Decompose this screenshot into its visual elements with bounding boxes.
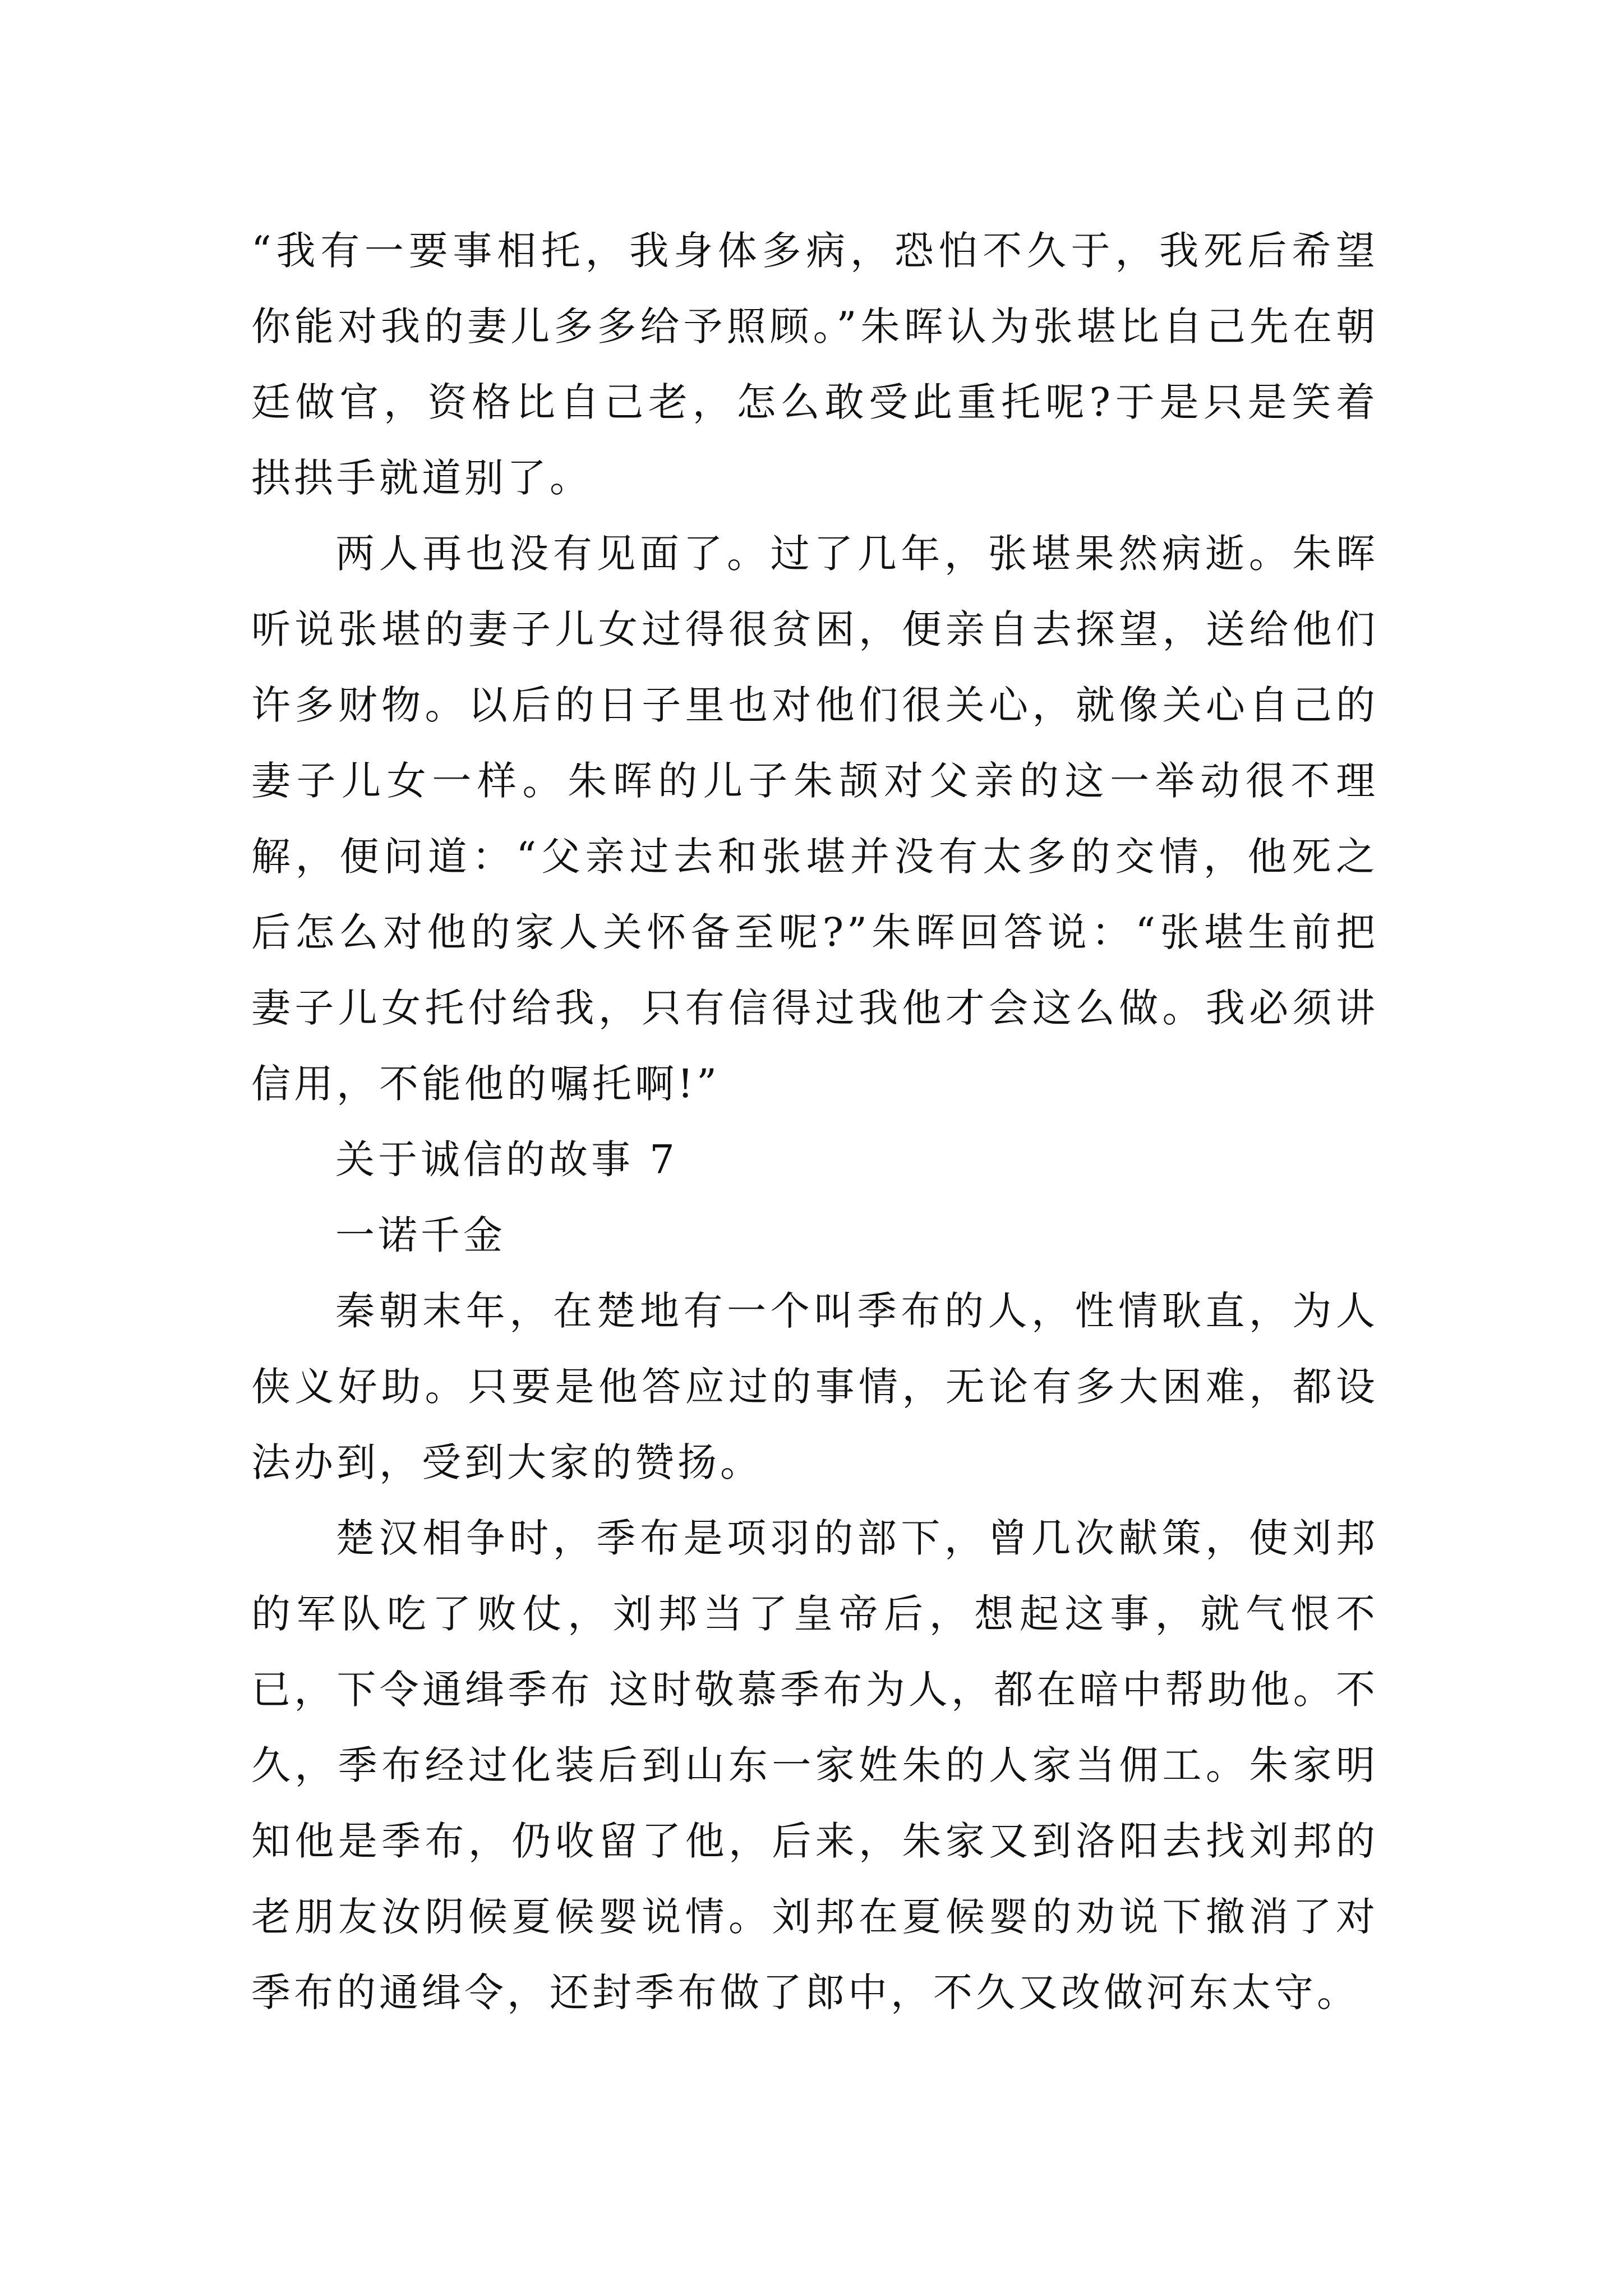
document-body: [251, 213, 1378, 2031]
story-title: 一诺千金: [335, 1212, 506, 1258]
paragraph-ji-bu-intro: 秦朝末年，在楚地有一个叫季布的人，性情耿直，为人侠义好助。只要是他答应过的事情，无论有多大困难，都设法办到，受到大家的赞扬。: [251, 1288, 1378, 1485]
paragraph-continuation: “我有一要事相托，我身体多病，恐怕不久于，我死后希望你能对我的妻儿多多给予照顾。”朱晖认为张堪比自己先在朝廷做官，资格比自己老，怎么敢受此重托呢?于是只是笑着拱拱手就道别了。: [251, 228, 1378, 501]
section-heading: 关于诚信的故事 7: [335, 1137, 678, 1182]
paragraph-ji-bu-story: 楚汉相争时，季布是项羽的部下，曾几次献策，使刘邦的军队吃了败仗，刘邦当了皇帝后，想起这事，就气恨不已，下令通缉季布 这时敬慕季布为人，都在暗中帮助他。不久，季布经过化装后到山东一家姓朱的人家当佣工。朱家明知他是季布，仍收留了他，后来，朱家又到洛阳去找刘邦的老朋友汝阴候夏候婴说情。刘邦在夏候婴的劝说下撤消了对季布的通缉令，还封季布做了郎中，不久又改做河东太守。: [251, 1515, 1378, 2016]
paragraph-zhang-kan: 两人再也没有见面了。过了几年，张堪果然病逝。朱晖听说张堪的妻子儿女过得很贫困，便亲自去探望，送给他们许多财物。以后的日子里也对他们很关心，就像关心自己的妻子儿女一样。朱晖的儿子朱颉对父亲的这一举动很不理解，便问道：“父亲过去和张堪并没有太多的交情，他死之后怎么对他的家人关怀备至呢?”朱晖回答说：“张堪生前把妻子儿女托付给我，只有信得过我他才会这么做。我必须讲信用，不能他的嘱托啊!”: [251, 531, 1378, 1107]
